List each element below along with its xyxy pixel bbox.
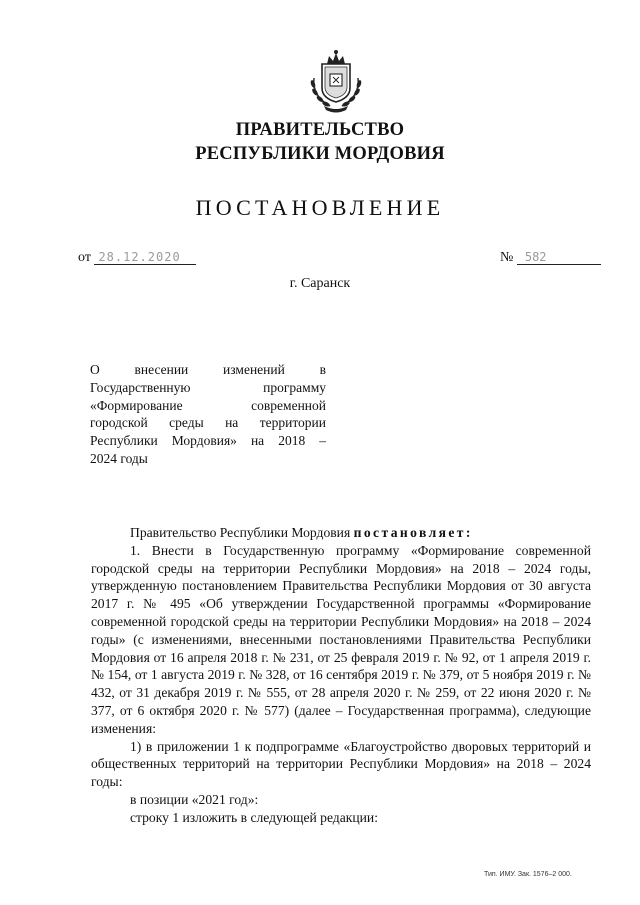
print-mark: Тип. ИМУ. Зак. 1576–2 000. (484, 871, 572, 878)
organization-line-1: ПРАВИТЕЛЬСТВО (235, 120, 405, 140)
number-value: 582 (517, 250, 601, 265)
document-type-title: ПОСТАНОВЛЕНИЕ (195, 195, 445, 220)
city-location: г. Саранск (289, 276, 351, 291)
date-field (78, 250, 196, 266)
body-paragraph-1: 1. Внести в Государственную программу «Формирование современной городской среды на территории Республики Мордовия» на 2018 – 2024 годы, утвержденную постановлением Правительства Республики Мордовия от 30 августа 2017 г. № 495 «Об утверждении Государственной программы «Формирование современной городской среды на территории Республики Мордовия» на 2018 – 2024 годы» (с изменениями, внесенными постановлениями Правительства Республики Мордовия от 16 апреля 2018 г. № 231, от 25 февраля 2019 г. № 92, от 1 апреля 2019 г. № 154, от 1 августа 2019 г. № 328, от 16 сентября 2019 г. № 379, от 5 ноября 2019 г. № 432, от 31 декабря 2019 г. № 555, от 28 апреля 2020 г. № 259, от 22 июня 2020 г. № 377, от 6 октября 2020 г. № 577) (далее – Государственная программа), следующие изменения: (91, 542, 591, 736)
subject-line: городской среды на территории (90, 415, 326, 431)
body-paragraph-4: строку 1 изложить в следующей редакции: (130, 809, 378, 825)
number-field (500, 250, 601, 266)
coat-of-arms-emblem (300, 44, 372, 116)
intro-prefix: Правительство Республики Мордовия (130, 525, 354, 540)
date-prefix: от (78, 250, 91, 265)
subject-line: Государственную программу (90, 379, 326, 395)
subject-line: «Формирование современной (90, 397, 326, 413)
subject-line: 2024 годы (90, 450, 148, 466)
subject-line: О внесении изменений в (90, 362, 326, 377)
subject-block (90, 361, 326, 468)
intro-action: постановляет: (353, 525, 473, 540)
date-value: 28.12.2020 (94, 250, 196, 265)
body-paragraph-3: в позиции «2021 год»: (130, 791, 259, 807)
organization-line-2: РЕСПУБЛИКИ МОРДОВИЯ (195, 144, 445, 164)
intro-paragraph (91, 524, 591, 542)
subject-line: Республики Мордовия» на 2018 – (90, 433, 326, 449)
body-paragraph-2: 1) в приложении 1 к подпрограмме «Благоустройство дворовых территорий и общественных территорий на территории Республики Мордовия» на 2018 – 2024 годы: (91, 738, 591, 790)
document-body (91, 524, 591, 827)
number-prefix: № (500, 250, 514, 265)
